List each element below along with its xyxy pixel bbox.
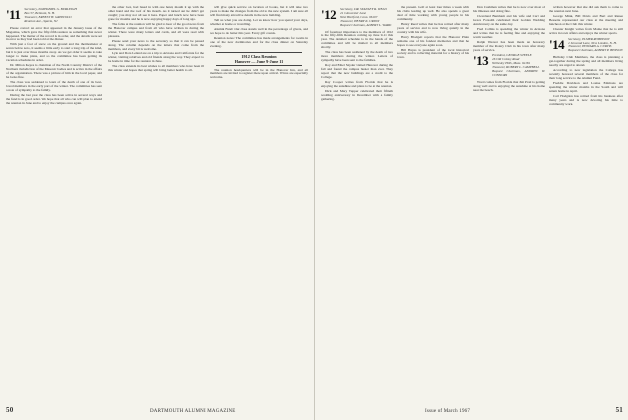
officer-line: Treasurer, ROBERT L. CAMPBELL	[492, 65, 540, 70]
officer-line: Treasurer, HENRY K. URION	[340, 18, 380, 23]
paragraph: Don Cushman writes that he is now over most of his illnesses and doing fine.	[473, 6, 545, 13]
paragraph: The reunion headquarters will be in the Hanover Inn, and all members are invited to register there upon arrival. Wives are especially welcome.	[210, 67, 308, 80]
class-year: '12	[321, 7, 337, 22]
paragraph: The class has been saddened by the death of two more members during the winter. Letters of sympathy have been sent to the families.	[321, 50, 393, 63]
paragraph: Lyle and Dora Leland are on a trip to Arizona and California for the winter, visiting relatives and old friends along the way. They expect to be home in time for the reunion in June.	[108, 51, 204, 64]
paragraph: will give quick service on location of books, but it will take two years to make the changes from the old to the new system. I am sure all will find many attractive details in the new building.	[210, 6, 308, 17]
officer-line: 2 Linwood Lane, New London, N. H.	[568, 40, 617, 45]
paragraph: According to new legislation the College has recently honored several members of the class for their long service to the Alumni Fund.	[549, 68, 623, 81]
page-number: 51	[615, 406, 623, 414]
left-footer	[6, 407, 13, 415]
paragraph: the other foot, had fused in with one hand, mouth it up with the other hand and the roof of his mouth. As it turned out he didn't get caught; you may not all see it here. Paper and lunch now have been gone for months and he is now enjoying happy days of long ago.	[108, 6, 204, 21]
class-year: '13	[473, 53, 489, 69]
paragraph: Fred Collins is spending the winter in Arizona and writes that he is feeling fine and enjoying the warm weather.	[473, 26, 545, 39]
left-column-3	[210, 6, 308, 398]
page-number: 50	[6, 406, 14, 414]
officer-line: Secretary, ELMER ROBINSON	[568, 36, 610, 41]
reunion-notice	[216, 52, 302, 66]
paragraph: Carl Hodgdon has retired from his business after many years and is now devoting his time to community work.	[549, 93, 623, 106]
right-footer-title: Issue of March 1967	[425, 409, 471, 414]
paragraph: Dr. Milton Keyes is chairman of the North Country District of the Northern Jurisdiction of the Masonic bodies and is active in the affairs of the organization. There was a picture of him in the local paper, and he looks fine.	[6, 63, 102, 80]
paragraph: Please correct an error that appeared in the January issue of the Magazine, which gave the fifty-fifth reunion as something that never happened. The matter of the record is in order, and the details were set in error as they had been told at the dinner.	[6, 25, 102, 42]
paragraph: Henry Reed writes that he has retired after many years of service and is now living quietly in the country with his wife.	[397, 21, 469, 34]
officer-line: Reunion Ave., Sparta, NJ	[24, 18, 58, 23]
officer-line: Bequest Chairman, ALBERT L. WARD	[340, 22, 392, 27]
class-year: '11	[6, 7, 21, 22]
paragraph: Word comes from Florida that Jim Pratt is getting along well and is enjoying the sunshine at his home near the beach.	[473, 79, 545, 92]
left-column-1	[6, 6, 102, 398]
right-page	[314, 0, 628, 420]
paragraph: Alumni Fund: Our class stands well in the percentage of givers, and we hope to do better this year. Every gift counts.	[210, 26, 308, 35]
paragraph: Dick and Mary Tupper celebrated their fiftieth wedding anniversary in December with a family gathering.	[321, 88, 393, 101]
paragraph: Harry Blodgett reports that the Hanover Plain remains one of his fondest memories and that he hopes to see everyone again soon.	[397, 34, 469, 47]
paragraph: Reunion notes: The committee has made arrangements for rooms in one of the new dormitories and for the class dinner on Saturday evening.	[210, 35, 308, 48]
officer-line: Treasurer, HOWARD A. CURTIS	[568, 44, 612, 49]
officer-line: Wellesley Hills, Mass. 02181	[492, 61, 531, 66]
right-column-4	[549, 6, 623, 398]
class-officers	[492, 54, 545, 77]
class-header-1913	[473, 54, 545, 77]
officer-line: Bequest Chairman, ANDREW W. CONNORS	[492, 69, 545, 78]
officer-line: Bequest Chairman, ALBERT P. BENSON	[568, 48, 623, 53]
paragraph: Ralph Weaver has been made an honorary member of the Rotary Club in his town after many years of service.	[473, 39, 545, 52]
paragraph: Birthday Club Members, the class is planning a get-together during the spring and all members living nearby are urged to attend.	[549, 55, 623, 68]
paragraph: written however that she did ask them to come to the reunion next June.	[549, 6, 623, 13]
right-column-3	[473, 6, 545, 398]
paragraph: The class extends its best wishes to all members who have been ill this winter and hopes that spring will bring better health to all.	[108, 64, 204, 73]
right-column-2	[397, 6, 469, 398]
paragraph: Chester Knight writes from Maine that he is still active in town affairs and enjoys the winter sports.	[549, 26, 623, 35]
paragraph: the present. Golf at least four times a week with his clubs leading up well. He also spends a great deal of time working with young people in his community.	[397, 6, 469, 21]
paragraph: The class was saddened to learn of the death of one of its best-loved members in the early part of the winter. The committee has sent a note of sympathy to the family.	[6, 80, 102, 92]
notice-title: 1912 Class Reunion	[241, 53, 277, 59]
left-column-2	[108, 6, 204, 398]
officer-line: West Hartford, Conn. 06107	[340, 14, 378, 19]
paragraph: Freddie Davidson and Louise Emmons are spending the winter months in the South and will return home in April.	[549, 81, 623, 93]
officer-line: 26 Old Colony Road	[492, 57, 520, 62]
paragraph: Bill Hayes is president of the local historical society and is collecting material for a history of his town.	[397, 47, 469, 60]
class-officers	[340, 8, 391, 28]
right-column-1	[321, 6, 393, 398]
class-header-1914	[549, 38, 623, 54]
class-year: '14	[549, 36, 565, 52]
paragraph: With just a foot of snow on the ground and the thermometer at seven below zero, it seems a little early to start a long trip of the kind, but it is just over three months away. As we get older it seems to take longer to make plans, and so the committee has been getting its vacation schedules in order.	[6, 42, 102, 63]
paragraph: George Mink, Bill Davis and Bert and Renee Bessette represented our class at the meeting and luncheon at the Club this winter.	[549, 13, 623, 26]
officer-line: Secretary, DR. STANLEY R. WELD	[340, 7, 387, 11]
left-footer-title: DARTMOUTH ALUMNI MAGAZINE	[150, 409, 236, 414]
class-header-1911	[6, 8, 102, 24]
officer-line: 21 Gloucester Lane	[340, 10, 367, 15]
officer-line: Box 57, Belmont, N. H.	[24, 10, 55, 15]
paragraph: Tell us what you are doing. Let us know how you spend your days, whether at home or travelling.	[210, 17, 308, 26]
officer-line: President, GEORGE STEELE	[492, 53, 532, 58]
officer-line: Secretary, NATHANIEL G. BURLEIGH	[24, 7, 77, 11]
paragraph: Please send your news to the secretary so that it can be passed along. The column depends on the letters that come from the members, and every bit is welcome.	[108, 38, 204, 51]
paragraph: The folks at the reunion will be glad to hear of the good news from the Hanover campus and from all who have written in during the winter. There were many letters and cards, and all were read with pleasure.	[108, 21, 204, 38]
paragraph: Ray Cooper writes from Florida that he is enjoying the sunshine and plans to be at the reunion.	[321, 79, 393, 88]
class-officers	[24, 8, 76, 24]
paragraph: Roy and Ethel Snyder visited Hanover during the fall and found the campus busier than ever. They report that the new buildings are a credit to the College.	[321, 63, 393, 80]
class-officers	[568, 38, 622, 54]
paragraph: During the last year the class has been active in several ways and the fund is in good order. We hope that all who can will plan to attend the reunion in June and to enjoy the campus once again.	[6, 92, 102, 105]
right-footer	[616, 407, 623, 415]
officer-line: Treasurer, ERNEST H. GRISWOLD	[24, 14, 72, 19]
class-header-1912	[321, 8, 393, 28]
paragraph: Of foremost importance to the members of 1912 is the fifty-fifth Reunion coming up June 9-11 this year. The detailed schedule is in the hands of the committee and will be mailed to all members shortly.	[321, 29, 393, 50]
paragraph: Cleveland Burnham and his wife and Carl and Grace Forsaith celebrated their Golden Wedding Anniversary on the same day.	[473, 13, 545, 26]
notice-dates: Hanover — June 9-June 11	[234, 58, 284, 64]
